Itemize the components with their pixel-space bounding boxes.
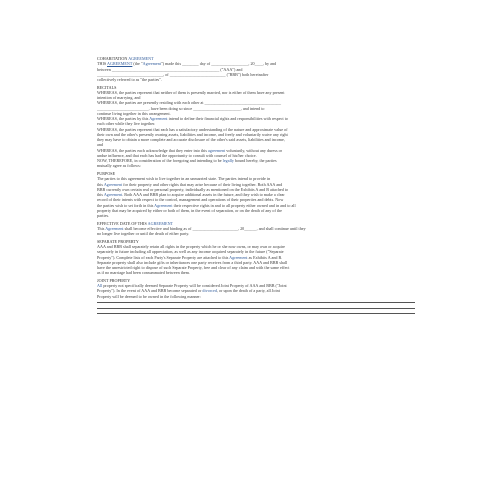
text-run: WHEREAS, the parties represent that each has a satisfactory understanding of the nature and approximate value of (97, 126, 288, 132)
text-run: this (97, 181, 104, 187)
text-run: _________________________, have been doing so since _______________________, and intend to (97, 105, 265, 111)
text-run: each other while they live together. (97, 121, 156, 127)
text-run: parties. (97, 213, 110, 219)
text-run: intention of marrying, and (97, 95, 141, 101)
text-run: bound hereby, the parties (233, 158, 277, 164)
text-run: BBB currently own certain real or personal property, individually as mentioned on the Exhibits A and B attached to (97, 186, 289, 192)
text-run: no longer live together or until the death of either party. (97, 231, 190, 237)
text-run: PURPOSE (97, 171, 116, 177)
linked-term: AGREEMENT (107, 61, 133, 67)
text-run: they may have to obtain a more complete and accurate disclosure of the other's said assets, liabilities and income, (97, 137, 285, 143)
text-run: this (97, 192, 104, 198)
text-run: the parties wish to set forth in this (97, 202, 155, 208)
blank-signature-line (97, 309, 415, 314)
linked-term: Agreement (105, 225, 124, 231)
text-run: WHEREAS, the parties are presently residing with each other at _____________________________________ (97, 100, 282, 106)
linked-term: Agreement (103, 181, 123, 187)
text-run: JOINT PROPERTY (97, 277, 131, 283)
text-run: SEPARATE PROPERTY (97, 238, 139, 244)
text-run: EFFECTIVE DATE OF THIS (97, 220, 148, 226)
text-run: Separate property shall also include gifts or inheritances one party receives from a third party. AAA and BBB shall (97, 259, 288, 265)
text-run: for their property and other rights that may arise because of their living together. Both AAA and (122, 181, 283, 187)
linked-term: Agreement (154, 202, 173, 208)
linked-term: All (97, 283, 103, 289)
text-run: property that may be acquired by either or both of them, in the event of separation, or on the death of any of the (97, 207, 282, 213)
agreement-text (97, 56, 415, 315)
text-run: NOW, THEREFORE, in consideration of the foregoing and intending to be (97, 158, 223, 164)
text-run: undue influence, and that each has had the opportunity to consult with counsel of his/her choice. (97, 152, 257, 158)
text-run: intend to define their financial rights and responsibilities with respect to (167, 116, 288, 122)
text-run: THIS (97, 61, 107, 67)
linked-term: AGREEMENT (128, 56, 154, 61)
text-run: COHABITATION (97, 56, 129, 61)
text-run: AAA and BBB shall separately retain all rights in the property which he or she now owns, or may own or acquire (97, 244, 285, 250)
text-run: and (97, 142, 103, 148)
linked-term: Agreement (229, 254, 248, 260)
linked-term: Agreement (149, 116, 168, 122)
text-run: Property will be deemed to be owned in the following manner: (97, 293, 201, 299)
text-run: ________________________________, of ___________________________ ("BBB") both hereinafter (97, 71, 269, 77)
text-run: ") made this ________ day of __________________, 20____, by and (160, 61, 277, 67)
linked-term: Agreement (142, 61, 161, 67)
linked-term: legally (222, 158, 234, 164)
text-run: their own and the other's presently owning assets, liabilities and income, and freely and voluntarily waive any right (97, 131, 288, 137)
text-run: their respective rights in and to all property either owned and in and to all (172, 202, 296, 208)
text-run: as Exhibits A and B. (247, 254, 283, 260)
linked-term: Agreement (103, 192, 123, 198)
text-run: between ____________________________________________________ ("AAA") and (97, 66, 243, 72)
linked-term: AGREEMENT (147, 220, 174, 226)
text-run: continue living together in this arrangement. (97, 110, 171, 116)
text-run: shall become effective and binding as of ______________________, 20______, and shall continue until they (123, 225, 306, 231)
text-run: property not specifically deemed Separate Property will be considered Joint Property of AAA and BBB ("Joint (102, 283, 287, 289)
text-run: , or upon the death of a party, all Joint (216, 288, 280, 294)
text-run: Property"). Complete lists of each Party's Separate Property are attached to this (97, 254, 230, 260)
text-run: voluntarily, without any duress or (225, 147, 283, 153)
text-run: RECITALS (97, 84, 117, 90)
linked-term: divorced (202, 288, 217, 294)
text-run: mutually agree as follows: (97, 163, 141, 169)
text-run: WHEREAS, the parties represent that neither of them is presently married, nor is either of them have any present (97, 89, 285, 95)
text-run: . Both AAA and BBB plan to acquire additional assets in the future, and they wish to make a clear (122, 192, 285, 198)
text-run: as if no marriage had been consummated between them. (97, 270, 191, 276)
text-run: This (97, 225, 106, 231)
text-run: collectively referred to as "the parties". (97, 77, 162, 82)
text-run: The parties to this agreement wish to live together in an unmarried state. The parties intend to provide in (97, 176, 271, 182)
text-run: WHEREAS, the parties by this (97, 116, 150, 122)
linked-term: agreement (207, 147, 226, 153)
text-run: record of their intents with respect to the control, management and operations of their properties and debts. Now (97, 197, 284, 203)
text-run: WHEREAS, the parties each acknowledge that they enter into this (97, 147, 208, 153)
text-run: have the unrestricted right to dispose of such Separate Property, free and clear of any claim and with the same effect (97, 265, 290, 271)
text-run: separately in future including all appreciation, as well as any income acquired separately in the future ("Separate (97, 249, 284, 255)
text-run: Property"). In the event of AAA and BBB become separated or (97, 288, 203, 294)
text-run: (the " (132, 61, 143, 67)
